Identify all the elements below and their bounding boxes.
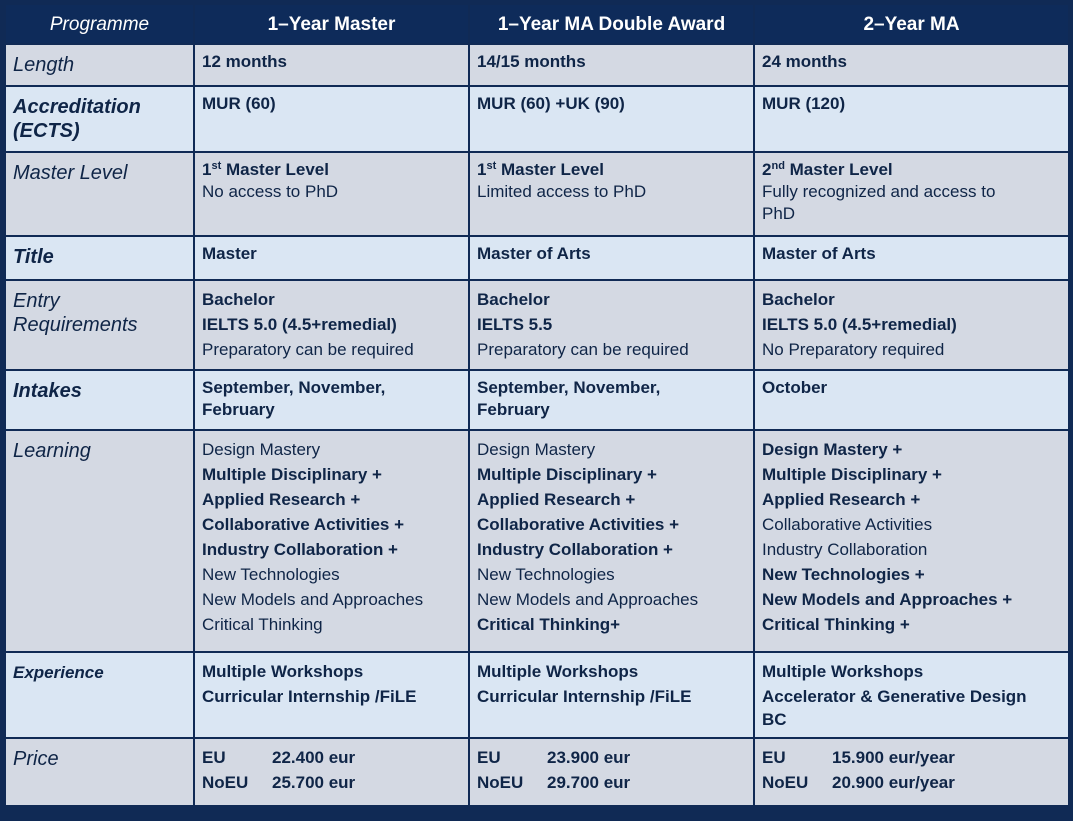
learning-2-item: New Models and Approaches [477, 590, 699, 609]
learning-2-item: Multiple Disciplinary + [477, 465, 657, 484]
row-title [6, 237, 1068, 279]
cell-accreditation-2: MUR (60) +UK (90) [470, 87, 753, 151]
entry-1-line: IELTS 5.0 (4.5+remedial) [202, 315, 397, 334]
master-level-2-sub: Limited access to PhD [477, 182, 647, 201]
header-2-year-ma: 2–Year MA [755, 5, 1068, 43]
experience-1-item: Multiple Workshops [202, 662, 364, 681]
row-learning [6, 431, 1068, 651]
header-programme: Programme [6, 5, 193, 43]
row-entry-requirements [6, 281, 1068, 369]
row-length [6, 45, 1068, 85]
learning-3-item: Applied Research + [762, 490, 921, 509]
label-entry-requirements [6, 281, 193, 369]
cell-price-3 [755, 739, 1068, 805]
cell-entry-1 [195, 281, 468, 369]
cell-title-3: Master of Arts [755, 237, 1068, 279]
cell-entry-2 [470, 281, 753, 369]
label-master-level: Master Level [6, 153, 193, 235]
cell-intakes-2 [470, 371, 753, 429]
cell-learning-2 [470, 431, 753, 651]
cell-master-level-2 [470, 153, 753, 235]
label-entry-line1: Entry [13, 290, 60, 312]
price-1-eu: EU 22.400 eur [202, 748, 356, 767]
experience-3-item: Accelerator & Generative Design [762, 687, 1027, 706]
label-accreditation-line1: Accreditation [13, 96, 141, 118]
master-level-3-sub-2: PhD [762, 204, 796, 223]
intakes-1-line: February [202, 400, 275, 419]
entry-2-line: Preparatory can be required [477, 340, 689, 359]
cell-title-1: Master [195, 237, 468, 279]
intakes-2-line: September, November, [477, 378, 661, 397]
price-3-eu: EU 15.900 eur/year [762, 748, 955, 767]
label-accreditation [6, 87, 193, 151]
experience-3-item: Multiple Workshops [762, 662, 924, 681]
learning-3-item: Critical Thinking + [762, 615, 910, 634]
cell-experience-1 [195, 653, 468, 737]
entry-2-line: Bachelor [477, 290, 550, 309]
label-length: Length [6, 45, 193, 85]
learning-2-item: Applied Research + [477, 490, 636, 509]
cell-master-level-1 [195, 153, 468, 235]
learning-1-item: New Technologies [202, 565, 340, 584]
learning-2-item: Collaborative Activities + [477, 515, 680, 534]
cell-length-2: 14/15 months [470, 45, 753, 85]
entry-2-line: IELTS 5.5 [477, 315, 553, 334]
cell-price-1 [195, 739, 468, 805]
intakes-3-line: October [762, 378, 828, 397]
row-intakes [6, 371, 1068, 429]
master-level-3-title: 2nd Master Level [762, 160, 893, 179]
master-level-1-sub: No access to PhD [202, 182, 339, 201]
row-accreditation [6, 87, 1068, 151]
label-experience: Experience [6, 653, 193, 737]
entry-1-line: Bachelor [202, 290, 275, 309]
label-learning: Learning [6, 431, 193, 651]
entry-1-line: Preparatory can be required [202, 340, 414, 359]
learning-3-item: Industry Collaboration [762, 540, 928, 559]
master-level-3-sub-1: Fully recognized and access to [762, 182, 996, 201]
header-row [6, 5, 1068, 43]
row-experience [6, 653, 1068, 737]
label-price: Price [6, 739, 193, 805]
cell-experience-3 [755, 653, 1068, 737]
label-intakes: Intakes [6, 371, 193, 429]
learning-1-item: Design Mastery [202, 440, 321, 459]
learning-1-item: Industry Collaboration + [202, 540, 398, 559]
cell-intakes-1 [195, 371, 468, 429]
cell-learning-1 [195, 431, 468, 651]
learning-1-item: Multiple Disciplinary + [202, 465, 382, 484]
entry-3-line: Bachelor [762, 290, 835, 309]
learning-1-item: Collaborative Activities + [202, 515, 405, 534]
cell-title-2: Master of Arts [470, 237, 753, 279]
price-3-noeu: NoEU 20.900 eur/year [762, 773, 955, 792]
learning-2-item: Industry Collaboration + [477, 540, 673, 559]
learning-1-item: Applied Research + [202, 490, 361, 509]
row-master-level [6, 153, 1068, 235]
experience-3-item: BC [762, 710, 787, 729]
header-1-year-ma-double-award: 1–Year MA Double Award [470, 5, 753, 43]
learning-2-item: Critical Thinking+ [477, 615, 621, 634]
entry-3-line: No Preparatory required [762, 340, 945, 359]
cell-length-1: 12 months [195, 45, 468, 85]
row-price [6, 739, 1068, 805]
experience-1-item: Curricular Internship /FiLE [202, 687, 417, 706]
cell-experience-2 [470, 653, 753, 737]
intakes-1-line: September, November, [202, 378, 386, 397]
cell-entry-3 [755, 281, 1068, 369]
experience-2-item: Multiple Workshops [477, 662, 639, 681]
learning-1-item: Critical Thinking [202, 615, 323, 634]
price-1-noeu: NoEU 25.700 eur [202, 773, 356, 792]
entry-3-line: IELTS 5.0 (4.5+remedial) [762, 315, 957, 334]
label-accreditation-line2: (ECTS) [13, 120, 80, 142]
learning-3-item: Multiple Disciplinary + [762, 465, 942, 484]
cell-intakes-3 [755, 371, 1068, 429]
learning-3-item: New Models and Approaches + [762, 590, 1013, 609]
cell-accreditation-3: MUR (120) [755, 87, 1068, 151]
header-1-year-master: 1–Year Master [195, 5, 468, 43]
learning-2-item: New Technologies [477, 565, 615, 584]
cell-price-2 [470, 739, 753, 805]
cell-length-3: 24 months [755, 45, 1068, 85]
master-level-1-title: 1st Master Level [202, 160, 329, 179]
learning-2-item: Design Mastery [477, 440, 596, 459]
cell-master-level-3 [755, 153, 1068, 235]
programme-comparison-table [4, 3, 1070, 807]
price-2-eu: EU 23.900 eur [477, 748, 631, 767]
master-level-2-title: 1st Master Level [477, 160, 604, 179]
cell-learning-3 [755, 431, 1068, 651]
learning-3-item: Design Mastery + [762, 440, 903, 459]
price-2-noeu: NoEU 29.700 eur [477, 773, 631, 792]
cell-accreditation-1: MUR (60) [195, 87, 468, 151]
label-title: Title [6, 237, 193, 279]
label-entry-line2: Requirements [13, 314, 138, 336]
experience-2-item: Curricular Internship /FiLE [477, 687, 692, 706]
learning-1-item: New Models and Approaches [202, 590, 424, 609]
learning-3-item: Collaborative Activities [762, 515, 933, 534]
intakes-2-line: February [477, 400, 550, 419]
learning-3-item: New Technologies + [762, 565, 925, 584]
